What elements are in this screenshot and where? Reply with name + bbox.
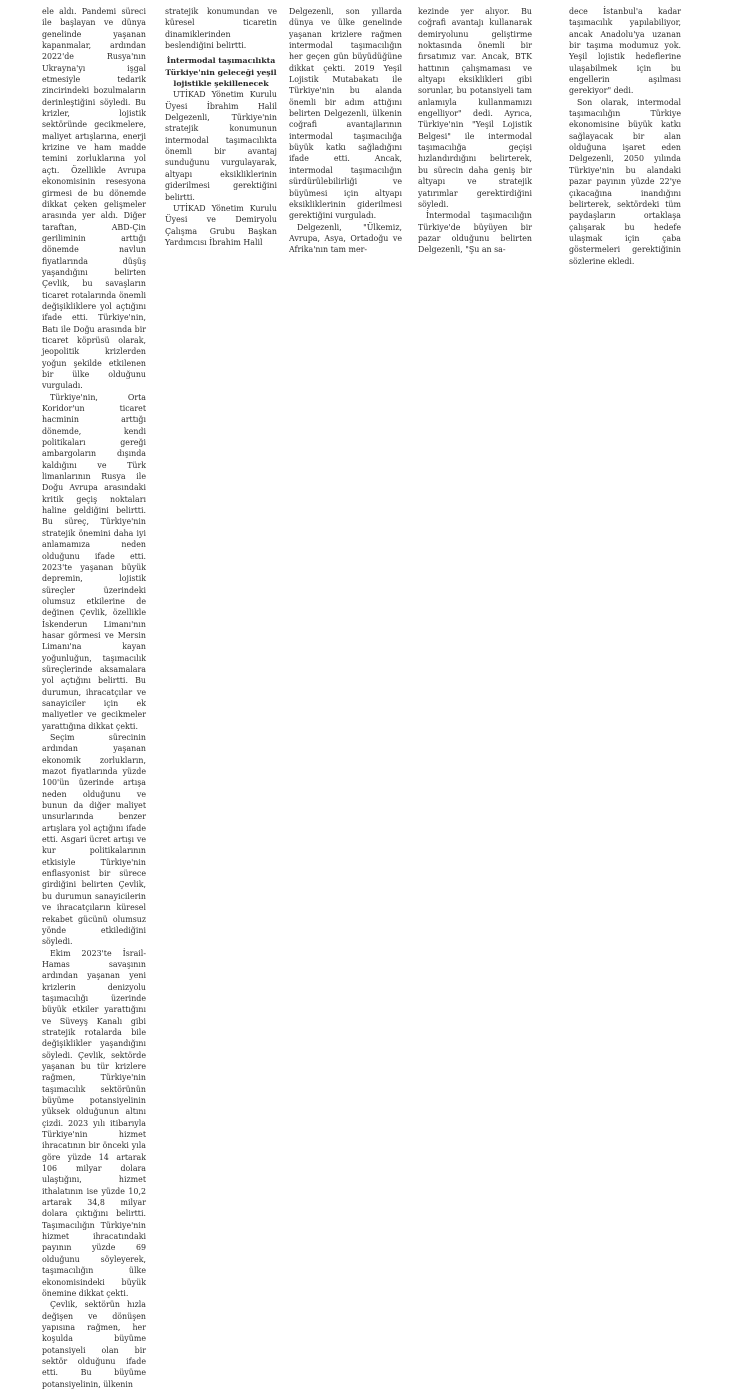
section-subheading: İntermodal taşımacılıkta Türkiye'nin geleceği yeşil lojistikle şekillenecek — [165, 56, 277, 89]
column-1-paragraph-1: ele aldı. Pandemi süreci ile başlayan ve dünya genelinde yaşanan kapanmalar, ardından 2022'de Rusya'nın Ukrayna'yı işgal etmesiyle tedarik zincirindeki bozulmaların derinleştiğini söyledi. Bu krizler, lojistik sektöründe gecikmelere, maliyet artışlarına, enerji krizine ve ham madde temini zorluklarına yol açtı. Özellikle Avrupa ekonomisinin resesyona girmesi de bu dönemde dikkat çeken gelişmeler arasında yer aldı. Diğer taraftan, ABD-Çin geriliminin arttığı dönemde navlun fiyatlarında düşüş yaşandığını belirten Çevlik, bu savaşların ticaret rotalarında önemli değişikliklere yol açtığını ifade etti. Türkiye'nin, Batı ile Doğu arasında bir ticaret köprüsü olarak, jeopolitik krizlerden yoğun şekilde etkilenen bir ülke olduğunu vurguladı. — [42, 7, 146, 391]
column-5-paragraph-2: Son olarak, intermodal taşımacılığın Türkiye ekonomisine büyük katkı sağlayacak bir alan olduğuna işaret eden Delgezenli, 2050 yılında Türkiye'nin bu alandaki pazar payının yüzde 22'ye çıkacağına inandığını belirterek, sektördeki tüm paydaşların ortaklaşa çalışarak bu hedefe ulaşmak için çaba göstermeleri gerektiğinin sözlerine ekledi. — [569, 97, 681, 266]
column-3-paragraph-2: Delgezenli, "Ülkemiz, Avrupa, Asya, Ortadoğu ve Afrika'nın tam mer- — [289, 222, 402, 255]
column-4-paragraph-2: İntermodal taşımacılığın Türkiye'de büyüyen bir pazar olduğunu belirten Delgezenli, "Şu an sa- — [418, 211, 532, 255]
column-2-paragraph-2: UTİKAD Yönetim Kurulu Üyesi İbrahim Halil Delgezenli, Türkiye'nin stratejik konumunun intermodal taşımacılıkta önemli bir avantaj sunduğunu vurgulayarak, altyapı eksikliklerinin giderilmesi gerektiğini belirtti. — [165, 90, 277, 202]
column-1-paragraph-3: Seçim sürecinin ardından yaşanan ekonomik zorlukların, mazot fiyatlarında yüzde 100'ün üzerinde artışa neden olduğunu ve bunun da diğer maliyet unsurlarında benzer artışlara yol açtığını ifade etti. Asgari ücret artışı ve kur politikalarının etkisiyle Türkiye'nin enflasyonist bir sürece girdiğini belirten Çevlik, bu durumun sanayicilerin ve ihracatçıların küresel rekabet gücünü olumsuz yönde etkilediğini söyledi. — [42, 733, 146, 947]
article-column-3 — [289, 6, 402, 256]
article-column-1 — [42, 6, 146, 1390]
column-2-paragraph-3: UTİKAD Yönetim Kurulu Üyesi ve Demiryolu Çalışma Grubu Başkan Yardımcısı İbrahim Halil — [165, 203, 277, 247]
article-column-5 — [569, 6, 681, 267]
article-column-2 — [165, 6, 277, 248]
column-1-paragraph-5: Çevlik, sektörün hızla değişen ve dönüşen yapısına rağmen, her koşulda büyüme potansiyeli olan bir sektör olduğunu ifade etti. Bu büyüme potansiyelinin, ülkenin — [42, 1300, 146, 1389]
column-2-paragraph-1: stratejik konumundan ve küresel ticaretin dinamiklerinden beslendiğini belirtti. — [165, 7, 277, 51]
column-5-paragraph-1: dece İstanbul'a kadar taşımacılık yapılabiliyor, ancak Anadolu'ya uzanan bir taşıma modumuz yok. Yeşil lojistik hedeflerine ulaşabilmek için bu engellerin aşılması gerekiyor" dedi. — [569, 7, 681, 96]
article-column-4 — [418, 6, 532, 256]
column-1-paragraph-2: Türkiye'nin, Orta Koridor'un ticaret hacminin arttığı dönemde, kendi politikaları gereği ambargoların dışında kaldığını ve Türk limanlarının Rusya ile Doğu Avrupa arasındaki kritik geçiş noktaları haline geldiğini belirtti. Bu süreç, Türkiye'nin stratejik önemini daha iyi anlamamıza neden olduğunu ifade etti. 2023'te yaşanan büyük depremin, lojistik süreçler üzerindeki olumsuz etkilerine de değinen Çevlik, özellikle İskenderun Limanı'nın hasar görmesi ve Mersin Limanı'na kayan yoğunluğun, taşımacılık süreçlerinde aksamalara yol açtığını belirtti. Bu durumun, ihracatçılar ve sanayiciler için ek maliyetler ve gecikmeler yarattığına dikkat çekti. — [42, 392, 146, 731]
column-1-paragraph-4: Ekim 2023'te İsrail-Hamas savaşının ardından yaşanan yeni krizlerin denizyolu taşımacılığı üzerinde büyük etkiler yarattığını ve Süveyş Kanalı gibi stratejik rotalarda bile değişiklikler yaşandığını söyledi. Çevlik, sektörde yaşanan bu tür krizlere rağmen, Türkiye'nin taşımacılık sektörünün büyüme potansiyelinin yüksek olduğunun altını çizdi. 2023 yılı itibarıyla Türkiye'nin hizmet ihracatının bir önceki yıla göre yüzde 14 artarak 106 milyar dolara ulaştığını, hizmet ithalatının ise yüzde 10,2 artarak 34,8 milyar dolara çıktığını belirtti. Taşımacılığın Türkiye'nin hizmet ihracatındaki payının yüzde 69 olduğunu söyleyerek, taşımacılığın ülke ekonomisindeki büyük önemine dikkat çekti. — [42, 948, 146, 1298]
column-4-paragraph-1: kezinde yer alıyor. Bu coğrafi avantajı kullanarak demiryolunu geliştirme noktasında önemli bir fırsatımız var. Ancak, BTK hattının çalışmaması ve altyapı eksiklikleri gibi sorunlar, bu potansiyeli tam anlamıyla kullanmamızı engelliyor" dedi. Ayrıca, Türkiye'nin "Yeşil Lojistik Belgesi" ile intermodal taşımacılığa geçişi hızlandırdığını belirterek, bu sürecin daha geniş bir altyapı ve stratejik yatırımlar gerektirdiğini söyledi. — [418, 7, 532, 209]
column-3-paragraph-1: Delgezenli, son yıllarda dünya ve ülke genelinde yaşanan krizlere rağmen intermodal taşımacılığın her geçen gün büyüdüğüne dikkat çekti. 2019 Yeşil Lojistik Mutabakatı ile Türkiye'nin bu alanda önemli bir adım attığını belirten Delgezenli, ülkenin coğrafi avantajlarının intermodal taşımacılığa büyük katkı sağladığını ifade etti. Ancak, intermodal taşımacılığın sürdürülebilirliği ve büyümesi için altyapı eksikliklerinin giderilmesi gerektiğini vurguladı. — [289, 7, 402, 221]
